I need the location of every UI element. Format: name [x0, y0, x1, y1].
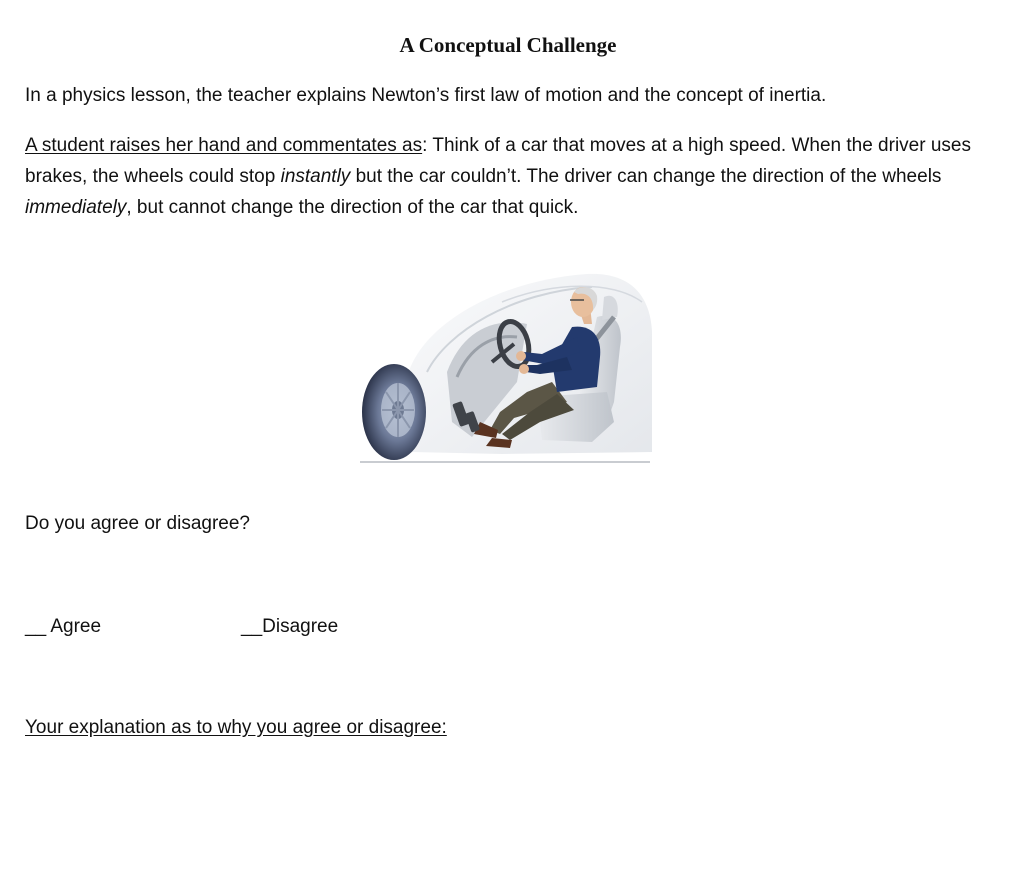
agree-option[interactable]: __ Agree — [25, 616, 102, 637]
intro-paragraph: In a physics lesson, the teacher explains Newton’s first law of motion and the concept of inertia. — [25, 85, 827, 106]
agree-question: Do you agree or disagree? — [25, 513, 250, 534]
driver-in-car-illustration-icon — [352, 262, 657, 467]
page-title: A Conceptual Challenge — [399, 33, 617, 57]
story-emphasis-immediately: immediately — [25, 197, 127, 218]
story-text-2: but the car couldn’t. The driver can change the direction of the wheels — [350, 166, 942, 187]
explanation-prompt — [25, 712, 1000, 743]
story-text-3: , but cannot change the direction of the car that quick. — [126, 197, 579, 218]
student-comment-lead: A student raises her hand and commentates as — [25, 135, 423, 156]
driver-in-car-illustration — [352, 262, 657, 467]
student-comment-paragraph — [25, 130, 1000, 223]
disagree-option[interactable]: __Disagree — [241, 616, 339, 637]
explanation-prompt-text: Your explanation as to why you agree or disagree: — [25, 717, 447, 738]
story-emphasis-instantly: instantly — [280, 166, 351, 187]
story-text-1: : Think of a car that moves at a high speed. When the driver uses brakes, the wheels could stop — [25, 135, 971, 187]
answer-options — [25, 611, 625, 642]
